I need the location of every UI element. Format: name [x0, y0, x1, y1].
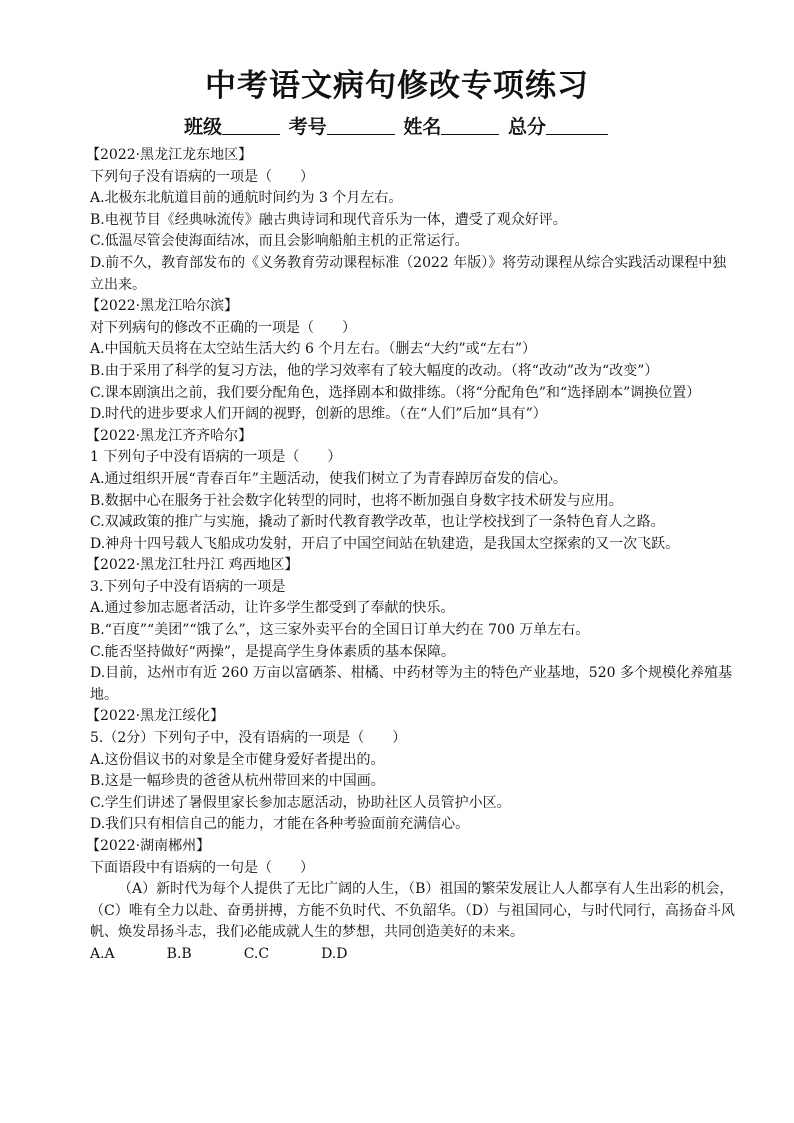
option: C.能否坚持做好“两操”，是提高学生身体素质的基本保障。 — [90, 643, 455, 660]
section-source: 【2022·湖南郴州】 — [86, 838, 211, 854]
choice-c: C.C — [243, 945, 270, 962]
section-source: 【2022·黑龙江绥化】 — [86, 708, 225, 725]
question-stem: 1 下列句子中没有语病的一项是（ ） — [90, 449, 342, 466]
option: A.通过组织开展“青春百年”主题活动，使我们树立了为青春踔厉奋发的信心。 — [90, 470, 567, 487]
option: A.中国航天员将在太空站生活大约 6 个月左右。（删去“大约”或“左右”） — [90, 341, 536, 358]
page-title: 中考语文病句修改专项练习 — [205, 68, 589, 104]
question-stem: 下列句子没有语病的一项是（ ） — [90, 168, 314, 185]
question-stem: 3.下列句子中没有语病的一项是 — [90, 578, 286, 595]
question-stem: 下面语段中有语病的一句是（ ） — [90, 859, 314, 876]
question-stem: 5.（2分）下列句子中，没有语病的一项是（ ） — [90, 730, 407, 747]
exam-number-blank[interactable] — [327, 116, 395, 135]
option: D.我们只有相信自己的能力，才能在各种考验面前充满信心。 — [90, 816, 470, 833]
name-label: 姓名 — [403, 116, 442, 138]
passage: （A）新时代为每个人提供了无比广阔的人生，（B）祖国的繁荣发展让人人都享有人生出彩的机会，（C）唯有全力以赴、奋勇拼搏，方能不负时代、不负韶华。（D）与祖国同心，与时代同行，高扬奋斗风帆、焕发昂扬斗志，我们必能成就人生的梦想，共同创造美好的未来。 — [90, 881, 735, 941]
option: C.课本剧演出之前，我们要分配角色，选择剧本和做排练。（将“分配角色”和“选择剧本”调换位置） — [90, 384, 701, 401]
option: D.前不久，教育部发布的《义务教育劳动课程标准（2022 年版）》将劳动课程从综合实践活动课程中独立出来。 — [90, 254, 727, 293]
choice-a: A.A — [90, 945, 115, 962]
option: A.北极东北航道目前的通航时间约为 3 个月左右。 — [90, 190, 403, 207]
option: B.这是一幅珍贵的爸爸从杭州带回来的中国画。 — [90, 773, 385, 790]
option: A.通过参加志愿者活动，让许多学生都受到了奉献的快乐。 — [90, 600, 455, 617]
choice-b: B.B — [166, 945, 192, 962]
total-score-blank[interactable] — [546, 116, 608, 135]
question-list — [86, 145, 738, 966]
option: D.时代的进步要求人们开阔的视野，创新的思维。（在“人们”后加“具有”） — [90, 406, 547, 423]
class-label: 班级 — [184, 116, 223, 138]
option: B.电视节目《经典咏流传》融古典诗词和现代音乐为一体，遭受了观众好评。 — [90, 211, 567, 228]
option: D.目前，达州市有近 260 万亩以富硒茶、柑橘、中药材等为主的特色产业基地，520 多个规模化养殖基地。 — [90, 665, 732, 703]
header-fields — [0, 112, 794, 139]
section-source: 【2022·黑龙江龙东地区】 — [86, 147, 253, 163]
exam-number-label: 考号 — [288, 116, 327, 138]
section-source: 【2022·黑龙江齐齐哈尔】 — [86, 427, 253, 444]
option: C.双减政策的推广与实施，撬动了新时代教育教学改革，也让学校找到了一条特色育人之路。 — [90, 514, 665, 531]
section-source: 【2022·黑龙江牡丹江 鸡西地区】 — [86, 557, 299, 574]
section-source: 【2022·黑龙江哈尔滨】 — [86, 298, 239, 315]
option: B.由于采用了科学的复习方法，他的学习效率有了较大幅度的改动。（将“改动”改为“改变”） — [90, 362, 659, 379]
question-stem: 对下列病句的修改不正确的一项是（ ） — [90, 319, 356, 336]
name-blank[interactable] — [441, 116, 499, 135]
class-blank[interactable] — [222, 116, 280, 135]
total-score-label: 总分 — [507, 116, 546, 138]
option: A.这份倡议书的对象是全市健身爱好者提出的。 — [90, 751, 385, 768]
option: C.学生们讲述了暑假里家长参加志愿活动，协助社区人员管护小区。 — [90, 794, 511, 811]
option: B.数据中心在服务于社会数字化转型的同时，也将不断加强自身数字技术研发与应用。 — [90, 492, 623, 509]
option: C.低温尽管会使海面结冰，而且会影响船舶主机的正常运行。 — [90, 233, 469, 250]
option: B.“百度”“美团”“饿了么”，这三家外卖平台的全国日订单大约在 700 万单左右。 — [90, 622, 590, 639]
option: D.神舟十四号载人飞船成功发射，开启了中国空间站在轨建造，是我国太空探索的又一次飞跃。 — [90, 535, 680, 552]
choice-d: D.D — [321, 945, 348, 962]
answer-choices — [86, 944, 738, 966]
